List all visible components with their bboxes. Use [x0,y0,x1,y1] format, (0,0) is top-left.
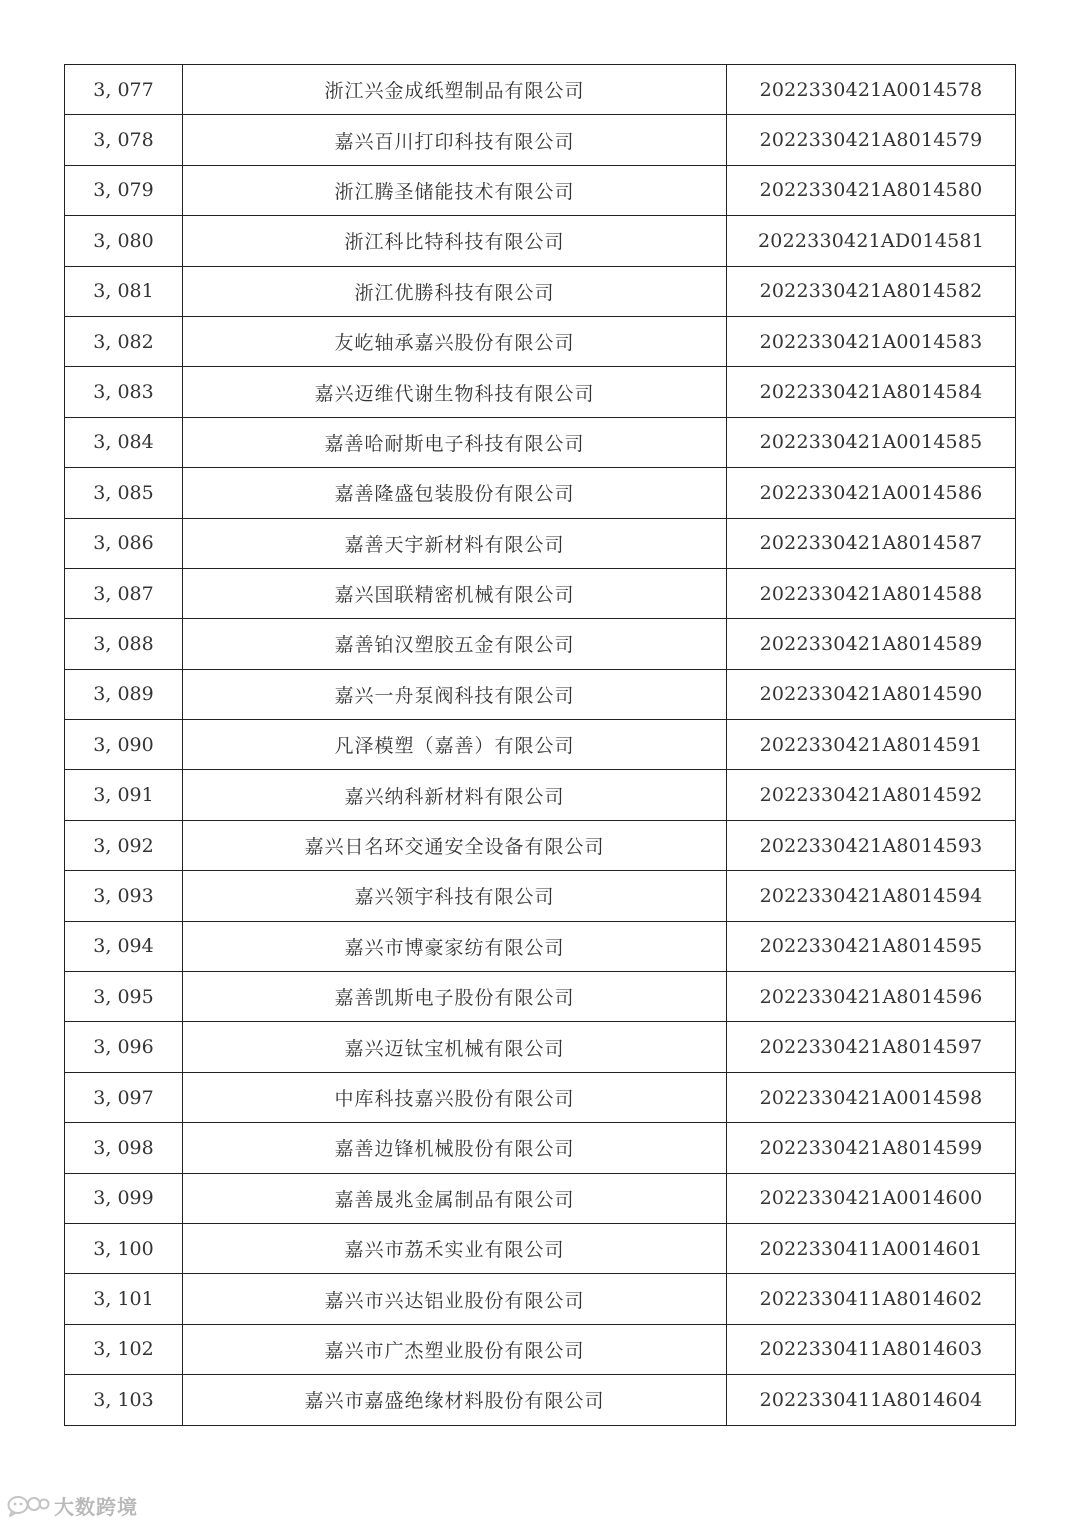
registration-code-cell: 2022330421A8014580 [727,165,1016,215]
row-number-cell: 3, 099 [65,1173,183,1223]
registration-code-cell: 2022330421A8014595 [727,921,1016,971]
table-row [65,367,1016,417]
registration-code-cell: 2022330421A0014600 [727,1173,1016,1223]
company-name-cell: 嘉善铂汉塑胶五金有限公司 [183,619,727,669]
table-row [65,165,1016,215]
registration-code-cell: 2022330421A8014587 [727,518,1016,568]
company-name-cell: 友屹轴承嘉兴股份有限公司 [183,316,727,366]
table-row [65,417,1016,467]
registration-code-cell: 2022330421A8014584 [727,367,1016,417]
table-row [65,216,1016,266]
table-row [65,316,1016,366]
company-name-cell: 嘉兴领宇科技有限公司 [183,871,727,921]
company-name-cell: 嘉兴市博豪家纺有限公司 [183,921,727,971]
table-row [65,1324,1016,1374]
watermark-text: 大数跨境 [54,1495,138,1519]
row-number-cell: 3, 101 [65,1274,183,1324]
registration-code-cell: 2022330421A0014586 [727,468,1016,518]
table-row [65,871,1016,921]
registration-code-cell: 2022330411A0014601 [727,1223,1016,1273]
registration-code-cell: 2022330421A8014594 [727,871,1016,921]
row-number-cell: 3, 083 [65,367,183,417]
table-row [65,972,1016,1022]
row-number-cell: 3, 080 [65,216,183,266]
registration-code-cell: 2022330421AD014581 [727,216,1016,266]
company-name-cell: 嘉兴市广杰塑业股份有限公司 [183,1324,727,1374]
table-row [65,266,1016,316]
registration-code-cell: 2022330421A8014596 [727,972,1016,1022]
company-name-cell: 凡泽模塑（嘉善）有限公司 [183,720,727,770]
row-number-cell: 3, 092 [65,820,183,870]
table-row [65,115,1016,165]
row-number-cell: 3, 087 [65,568,183,618]
table-row [65,1072,1016,1122]
table-row [65,770,1016,820]
registration-code-cell: 2022330421A8014591 [727,720,1016,770]
company-name-cell: 嘉兴日名环交通安全设备有限公司 [183,820,727,870]
company-name-cell: 嘉兴百川打印科技有限公司 [183,115,727,165]
row-number-cell: 3, 078 [65,115,183,165]
row-number-cell: 3, 097 [65,1072,183,1122]
row-number-cell: 3, 100 [65,1223,183,1273]
wechat-logo-icon [6,1494,50,1518]
registration-code-cell: 2022330421A8014597 [727,1022,1016,1072]
registration-code-cell: 2022330421A8014590 [727,669,1016,719]
table-row [65,1375,1016,1425]
row-number-cell: 3, 079 [65,165,183,215]
company-name-cell: 嘉兴纳科新材料有限公司 [183,770,727,820]
company-name-cell: 浙江腾圣储能技术有限公司 [183,165,727,215]
company-name-cell: 嘉兴市荔禾实业有限公司 [183,1223,727,1273]
table-row [65,1022,1016,1072]
company-name-cell: 嘉善晟兆金属制品有限公司 [183,1173,727,1223]
company-name-cell: 嘉善哈耐斯电子科技有限公司 [183,417,727,467]
registration-code-cell: 2022330421A0014585 [727,417,1016,467]
row-number-cell: 3, 085 [65,468,183,518]
company-name-cell: 浙江兴金成纸塑制品有限公司 [183,65,727,115]
registration-code-cell: 2022330421A0014598 [727,1072,1016,1122]
registration-code-cell: 2022330421A8014592 [727,770,1016,820]
table-row [65,619,1016,669]
company-name-cell: 中库科技嘉兴股份有限公司 [183,1072,727,1122]
table-row [65,1173,1016,1223]
registration-code-cell: 2022330421A8014579 [727,115,1016,165]
table-row [65,820,1016,870]
table-row [65,720,1016,770]
row-number-cell: 3, 093 [65,871,183,921]
row-number-cell: 3, 094 [65,921,183,971]
company-list-table [64,64,1016,1426]
row-number-cell: 3, 081 [65,266,183,316]
company-name-cell: 嘉兴市兴达铝业股份有限公司 [183,1274,727,1324]
registration-code-cell: 2022330411A8014602 [727,1274,1016,1324]
registration-code-cell: 2022330421A0014578 [727,65,1016,115]
row-number-cell: 3, 088 [65,619,183,669]
company-name-cell: 嘉善边锋机械股份有限公司 [183,1123,727,1173]
row-number-cell: 3, 102 [65,1324,183,1374]
row-number-cell: 3, 096 [65,1022,183,1072]
registration-code-cell: 2022330421A8014599 [727,1123,1016,1173]
row-number-cell: 3, 084 [65,417,183,467]
company-name-cell: 浙江优勝科技有限公司 [183,266,727,316]
company-name-cell: 嘉兴市嘉盛绝缘材料股份有限公司 [183,1375,727,1425]
document-page [64,64,1015,1426]
row-number-cell: 3, 077 [65,65,183,115]
company-name-cell: 嘉善天宇新材料有限公司 [183,518,727,568]
table-row [65,1123,1016,1173]
company-name-cell: 嘉兴迈钛宝机械有限公司 [183,1022,727,1072]
table-row [65,518,1016,568]
registration-code-cell: 2022330421A8014589 [727,619,1016,669]
row-number-cell: 3, 090 [65,720,183,770]
registration-code-cell: 2022330421A8014593 [727,820,1016,870]
row-number-cell: 3, 098 [65,1123,183,1173]
table-row [65,568,1016,618]
company-name-cell: 浙江科比特科技有限公司 [183,216,727,266]
registration-code-cell: 2022330421A0014583 [727,316,1016,366]
table-row [65,1223,1016,1273]
row-number-cell: 3, 095 [65,972,183,1022]
row-number-cell: 3, 103 [65,1375,183,1425]
registration-code-cell: 2022330411A8014603 [727,1324,1016,1374]
registration-code-cell: 2022330421A8014588 [727,568,1016,618]
company-name-cell: 嘉兴国联精密机械有限公司 [183,568,727,618]
registration-code-cell: 2022330411A8014604 [727,1375,1016,1425]
company-name-cell: 嘉善凯斯电子股份有限公司 [183,972,727,1022]
company-name-cell: 嘉兴迈维代谢生物科技有限公司 [183,367,727,417]
table-row [65,1274,1016,1324]
table-row [65,65,1016,115]
registration-code-cell: 2022330421A8014582 [727,266,1016,316]
row-number-cell: 3, 091 [65,770,183,820]
row-number-cell: 3, 086 [65,518,183,568]
row-number-cell: 3, 089 [65,669,183,719]
company-name-cell: 嘉兴一舟泵阀科技有限公司 [183,669,727,719]
table-row [65,669,1016,719]
row-number-cell: 3, 082 [65,316,183,366]
table-body [65,65,1016,1426]
table-row [65,921,1016,971]
company-name-cell: 嘉善隆盛包装股份有限公司 [183,468,727,518]
table-row [65,468,1016,518]
watermark [6,1491,138,1520]
